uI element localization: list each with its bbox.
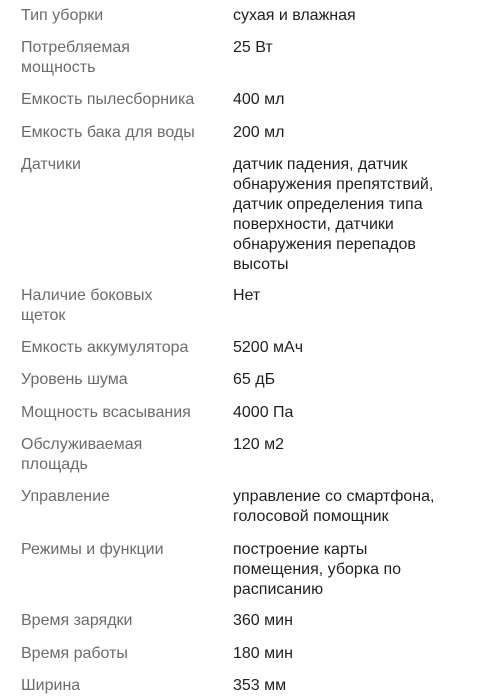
spec-label-line: Емкость бака для воды xyxy=(21,124,195,141)
spec-value-line: сухая и влажная xyxy=(233,7,356,24)
spec-label xyxy=(21,38,226,78)
spec-value xyxy=(233,540,483,600)
spec-label-line: Датчики xyxy=(21,156,81,173)
spec-value xyxy=(233,90,483,110)
spec-value-line: управление со смартфона, xyxy=(233,488,435,505)
spec-value-line: помещения, уборка по xyxy=(233,561,402,578)
spec-value-line: 360 мин xyxy=(233,612,293,629)
spec-value-line: 25 Вт xyxy=(233,39,273,56)
spec-value-line: 5200 мАч xyxy=(233,339,304,356)
spec-label xyxy=(21,370,226,390)
spec-label-line: Уровень шума xyxy=(21,371,128,388)
spec-value xyxy=(233,338,483,358)
spec-value-line: 400 мл xyxy=(233,91,285,108)
spec-label-line: Емкость аккумулятора xyxy=(21,339,189,356)
spec-label xyxy=(21,6,226,26)
spec-value-line: обнаружения препятствий, xyxy=(233,176,434,193)
spec-label-line: площадь xyxy=(21,456,88,473)
spec-value-line: высоты xyxy=(233,256,289,273)
spec-value xyxy=(233,676,483,696)
spec-label xyxy=(21,403,226,423)
spec-label xyxy=(21,286,226,326)
spec-value-line: обнаружения перепадов xyxy=(233,236,416,253)
spec-label xyxy=(21,123,226,143)
spec-label-line: Потребляемая xyxy=(21,39,130,56)
spec-label xyxy=(21,435,226,475)
spec-label-line: Управление xyxy=(21,488,110,505)
spec-value-line: поверхности, датчики xyxy=(233,216,394,233)
spec-label-line: Наличие боковых xyxy=(21,287,153,304)
spec-label xyxy=(21,676,226,696)
spec-label xyxy=(21,644,226,664)
spec-label xyxy=(21,90,226,110)
spec-value-line: 200 мл xyxy=(233,124,285,141)
spec-label-line: Режимы и функции xyxy=(21,541,164,558)
spec-label-line: Тип уборки xyxy=(21,7,104,24)
spec-value-line: построение карты xyxy=(233,541,368,558)
spec-value xyxy=(233,403,483,423)
spec-label-line: Обслуживаемая xyxy=(21,436,143,453)
spec-value-line: Нет xyxy=(233,287,261,304)
spec-label-line: Ширина xyxy=(21,677,81,694)
spec-value xyxy=(233,38,483,58)
spec-value xyxy=(233,644,483,664)
spec-label xyxy=(21,338,226,358)
spec-value-line: 120 м2 xyxy=(233,436,285,453)
spec-label-line: Емкость пылесборника xyxy=(21,91,195,108)
spec-value-line: расписанию xyxy=(233,581,324,598)
spec-value-line: 353 мм xyxy=(233,677,287,694)
spec-value xyxy=(233,435,483,455)
spec-value xyxy=(233,155,483,275)
spec-label xyxy=(21,540,226,560)
spec-value xyxy=(233,123,483,143)
spec-label-line: мощность xyxy=(21,59,96,76)
spec-value xyxy=(233,6,483,26)
spec-value-line: голосовой помощник xyxy=(233,508,389,525)
spec-label-line: Мощность всасывания xyxy=(21,404,191,421)
spec-value xyxy=(233,286,483,306)
spec-value-line: 180 мин xyxy=(233,645,293,662)
spec-value-line: датчик падения, датчик xyxy=(233,156,408,173)
spec-label-line: щеток xyxy=(21,307,66,324)
spec-label xyxy=(21,155,226,175)
spec-value-line: 4000 Па xyxy=(233,404,294,421)
spec-value xyxy=(233,370,483,390)
spec-label-line: Время зарядки xyxy=(21,612,133,629)
spec-label xyxy=(21,611,226,631)
spec-value-line: датчик определения типа xyxy=(233,196,423,213)
spec-value xyxy=(233,611,483,631)
spec-value xyxy=(233,487,483,527)
spec-label xyxy=(21,487,226,507)
spec-label-line: Время работы xyxy=(21,645,128,662)
spec-value-line: 65 дБ xyxy=(233,371,276,388)
